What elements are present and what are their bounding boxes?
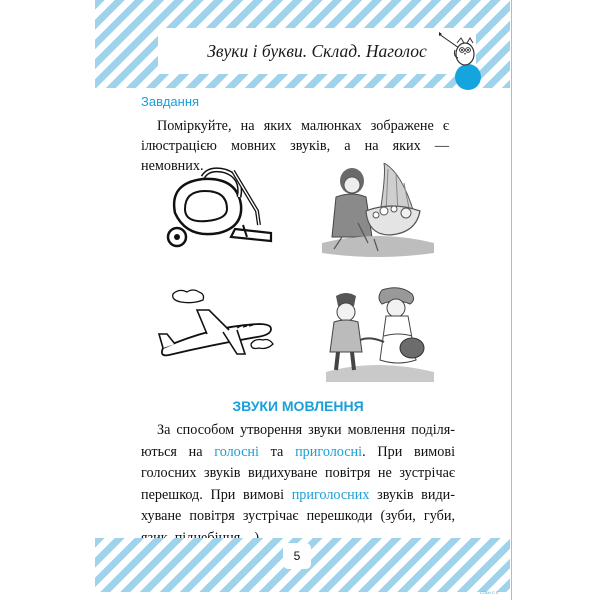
task-prompt: Поміркуйте, на яких малюнках зображене є ілюстрацією мовних звуків, а на яких — немовних. <box>141 118 449 174</box>
airplane-illustration <box>157 288 279 362</box>
body-line <box>141 463 455 485</box>
body-text-fragment: хуване повітря зустрічає перешкоди (зуби, губи, <box>141 508 455 525</box>
boy-and-girl-illustration <box>320 286 438 384</box>
section-body <box>141 420 455 550</box>
term-consonants: приголосні <box>295 443 363 460</box>
body-line <box>141 485 455 507</box>
page-number: 5 <box>283 543 311 569</box>
body-line <box>141 442 455 464</box>
body-text-fragment: та <box>258 443 296 460</box>
page-title: Звуки і букви. Склад. Наголос <box>207 40 427 61</box>
body-text-fragment: ються на <box>141 443 215 460</box>
footer-note: СТАН С Х <box>480 590 499 595</box>
section-heading: ЗВУКИ МОВЛЕННЯ <box>232 398 364 414</box>
body-line <box>141 420 455 442</box>
body-text-fragment: звуків види- <box>369 486 456 503</box>
vacuum-cleaner-illustration <box>157 163 279 255</box>
term-consonants: приголосних <box>291 486 370 503</box>
body-line <box>141 506 455 528</box>
header-title-box <box>158 28 476 74</box>
body-text-fragment: голосних звуків видихуване повітря не зустрічає <box>141 465 455 482</box>
body-text-fragment: За способом утворення звуки мовлення поділя- <box>157 422 455 438</box>
mother-and-cradle-illustration <box>318 163 438 259</box>
body-text-fragment: перешкод. При вимові <box>141 486 292 503</box>
body-text-fragment: . При вимові <box>362 443 456 460</box>
task-label: Завдання <box>141 94 200 109</box>
term-vowels: голосні <box>214 443 259 460</box>
owl-mascot-icon <box>437 28 483 74</box>
